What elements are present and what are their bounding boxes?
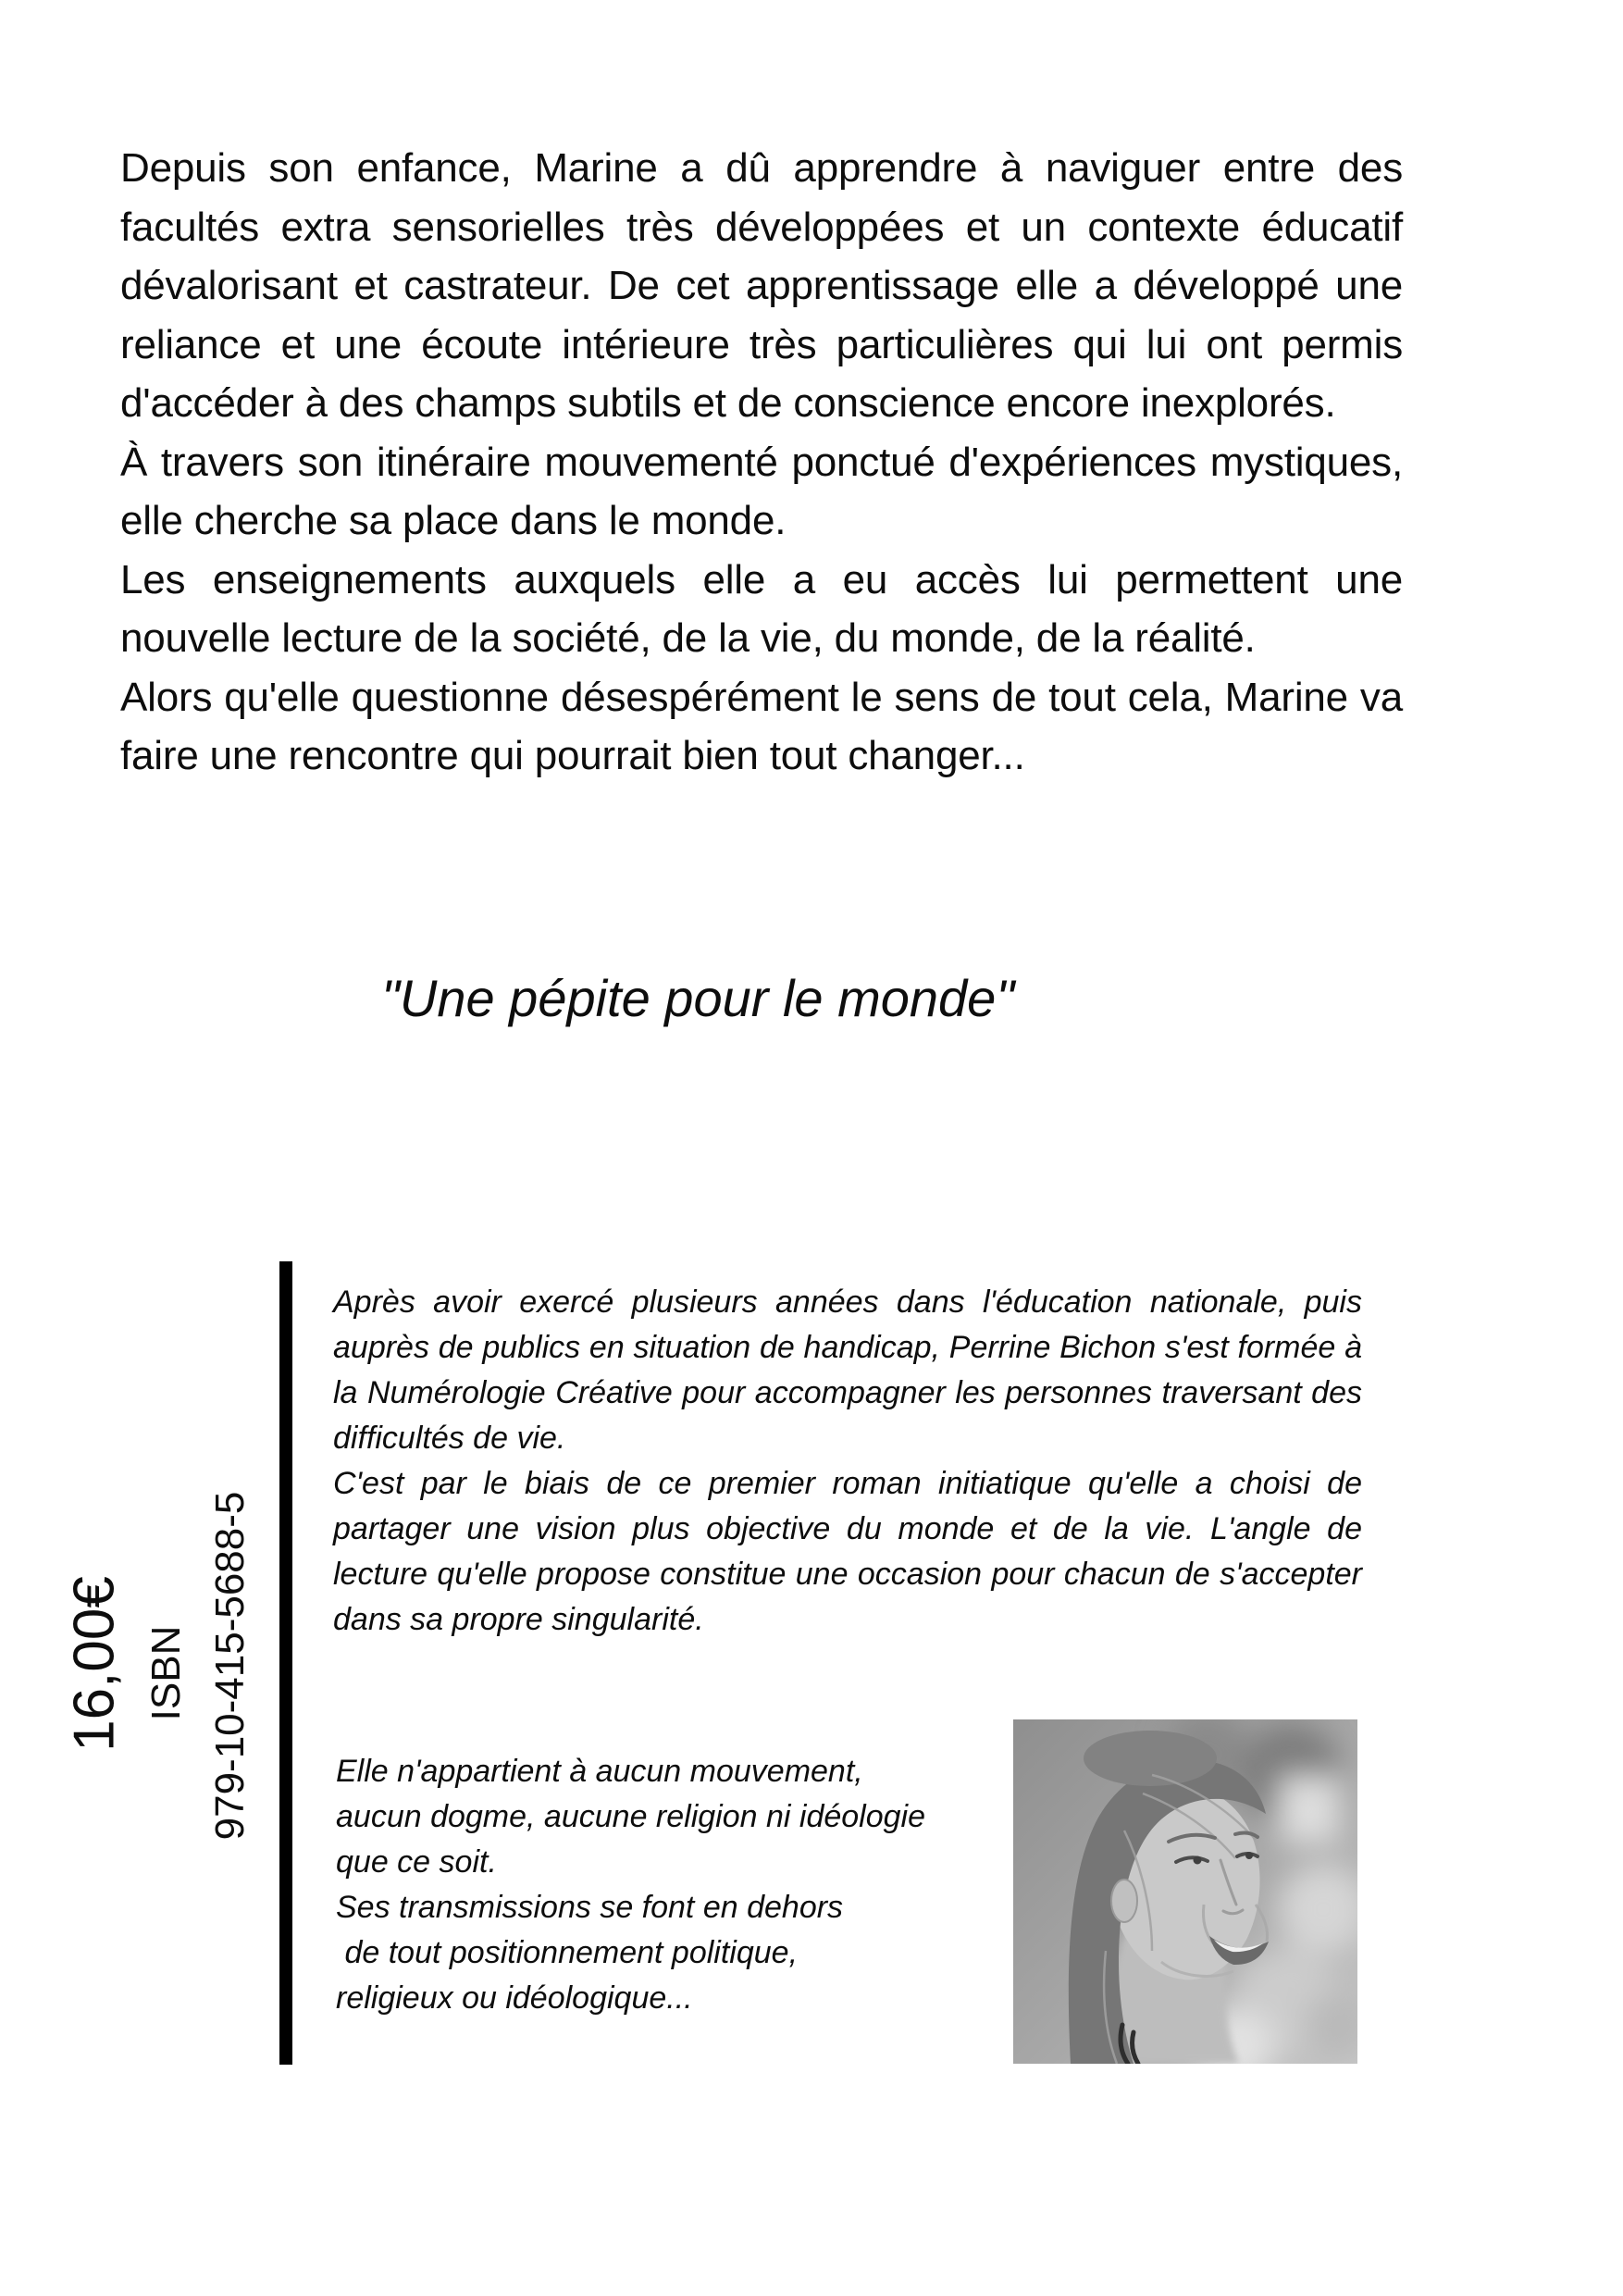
author-note-line-4: Ses transmissions se font en dehors	[336, 1890, 844, 1925]
author-bio	[333, 1280, 1362, 1643]
synopsis-paragraph-2: À travers son itinéraire mouvementé ponctué d'expériences mystiques, elle cherche sa place dans le monde.	[120, 439, 1403, 543]
author-note	[336, 1749, 1021, 2021]
author-bio-paragraph-2: C'est par le biais de ce premier roman initiatique qu'elle a choisi de partager une vision plus objective du monde et de la vie. L'angle de lecture qu'elle propose constitue une occasion pour chacun de s'accepter dans sa propre singularité.	[333, 1466, 1362, 1637]
price-label: 16,00€	[62, 1576, 127, 1752]
author-bio-paragraph-1: Après avoir exercé plusieurs années dans l'éducation nationale, puis auprès de publics en situation de handicap, Perrine Bichon s'est formée à la Numérologie Créative pour accompagner les personnes traversant des difficultés de vie.	[333, 1285, 1362, 1456]
synopsis-paragraph-1: Depuis son enfance, Marine a dû apprendre à naviguer entre des facultés extra sensorielles très développées et un contexte éducatif dévalorisant et castrateur. De cet apprentissage elle a développé une reliance et une écoute intérieure très particulières qui lui ont permis d'accéder à des champs subtils et de conscience encore inexplorés.	[120, 145, 1403, 426]
synopsis-text	[120, 139, 1403, 786]
author-note-line-5: de tout positionnement politique,	[336, 1935, 799, 1970]
author-note-line-1: Elle n'appartient à aucun mouvement,	[336, 1754, 863, 1789]
synopsis-paragraph-3: Les enseignements auxquels elle a eu accès lui permettent une nouvelle lecture de la société, de la vie, du monde, de la réalité.	[120, 556, 1403, 661]
synopsis-paragraph-4: Alors qu'elle questionne désespérément le sens de tout cela, Marine va faire une rencontre qui pourrait bien tout changer...	[120, 674, 1403, 778]
author-portrait-illustration	[1013, 1719, 1357, 2064]
ear	[1111, 1880, 1137, 1922]
author-note-line-3: que ce soit.	[336, 1844, 497, 1880]
isbn-label: ISBN	[143, 1625, 189, 1721]
vertical-divider-bar	[279, 1261, 292, 2065]
author-note-line-2: aucun dogme, aucune religion ni idéologie	[336, 1799, 926, 1834]
hair-bun	[1084, 1731, 1217, 1786]
author-portrait-photo	[1013, 1719, 1357, 2064]
author-note-line-6: religieux ou idéologique...	[336, 1980, 693, 2016]
review-quote: "Une pépite pour le monde"	[381, 969, 1015, 1027]
isbn-number: 979-10-415-5688-5	[207, 1491, 253, 1841]
